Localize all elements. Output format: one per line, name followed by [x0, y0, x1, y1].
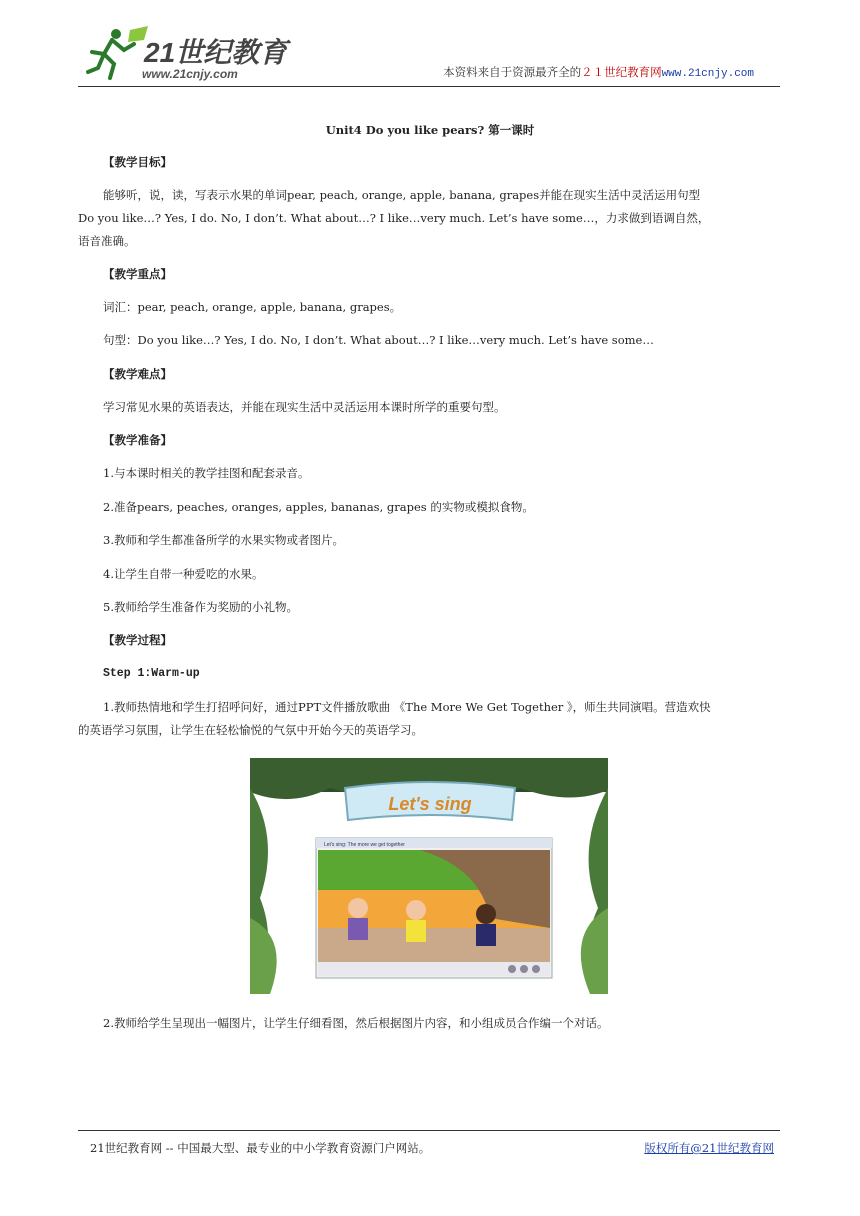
heading-preparation: 【教学准备】	[103, 433, 172, 447]
screen-caption: Let's sing: The more we get together	[324, 842, 405, 848]
goals-line-1: 能够听，说，读，写表示水果的单词pear, peach, orange, apple, banana, grapes并能在现实生活中灵活运用句型	[103, 188, 701, 202]
prep-item: 4.让学生自带一种爱吃的水果。	[103, 567, 264, 581]
prep-item: 1.与本课时相关的教学挂图和配套录音。	[103, 466, 310, 480]
heading-difficulties: 【教学难点】	[103, 367, 172, 381]
step1-para1-line1: 1.教师热情地和学生打招呼问好，通过PPT文件播放歌曲 《The More We Get Together 》，师生共同演唱。营造欢快	[103, 700, 711, 714]
step1-heading: Step 1:Warm-up	[103, 667, 200, 680]
key-sentences: 句型：Do you like…? Yes, I do. No, I don’t. What about…? I like…very much. Let’s have some…	[103, 333, 654, 347]
goals-line-2: Do you like…? Yes, I do. No, I don’t. What about…? I like…very much. Let’s have some…，力求做到语调自然，	[78, 211, 710, 225]
step1-para1-line2: 的英语学习氛围，让学生在轻松愉悦的气氛中开始今天的英语学习。	[78, 723, 423, 737]
logo-21cnjy	[84, 24, 294, 82]
heading-goals: 【教学目标】	[103, 155, 172, 169]
header-divider	[78, 86, 780, 87]
page-header	[78, 20, 780, 86]
goals-line-3: 语音准确。	[78, 234, 136, 248]
key-vocab: 词汇：pear, peach, orange, apple, banana, grapes。	[103, 300, 402, 314]
footer-divider	[78, 1130, 780, 1131]
prep-item: 5.教师给学生准备作为奖励的小礼物。	[103, 600, 298, 614]
banner-text: Let's sing	[388, 794, 472, 814]
footer-copyright-link[interactable]: 版权所有@21世纪教育网	[644, 1141, 774, 1155]
lets-sing-illustration	[250, 758, 608, 994]
svg-text:21世纪教育: 21世纪教育	[144, 37, 288, 68]
heading-key-points: 【教学重点】	[103, 267, 172, 281]
svg-text:www.21cnjy.com: www.21cnjy.com	[142, 67, 238, 81]
prep-item: 2.准备pears, peaches, oranges, apples, bananas, grapes 的实物或模拟食物。	[103, 500, 534, 514]
step1-para2: 2.教师给学生呈现出一幅图片，让学生仔细看图，然后根据图片内容，和小组成员合作编一个对话。	[103, 1016, 609, 1030]
header-source-text: 本资料来自于资源最齐全的２１世纪教育网www.21cnjy.com	[443, 65, 754, 80]
heading-process: 【教学过程】	[103, 633, 172, 647]
doc-title: Unit4 Do you like pears? 第一课时	[325, 123, 535, 137]
prep-item: 3.教师和学生都准备所学的水果实物或者图片。	[103, 533, 344, 547]
footer-left-text: 21世纪教育网 -- 中国最大型、最专业的中小学教育资源门户网站。	[90, 1141, 431, 1155]
difficult-text: 学习常见水果的英语表达，并能在现实生活中灵活运用本课时所学的重要句型。	[103, 400, 506, 414]
